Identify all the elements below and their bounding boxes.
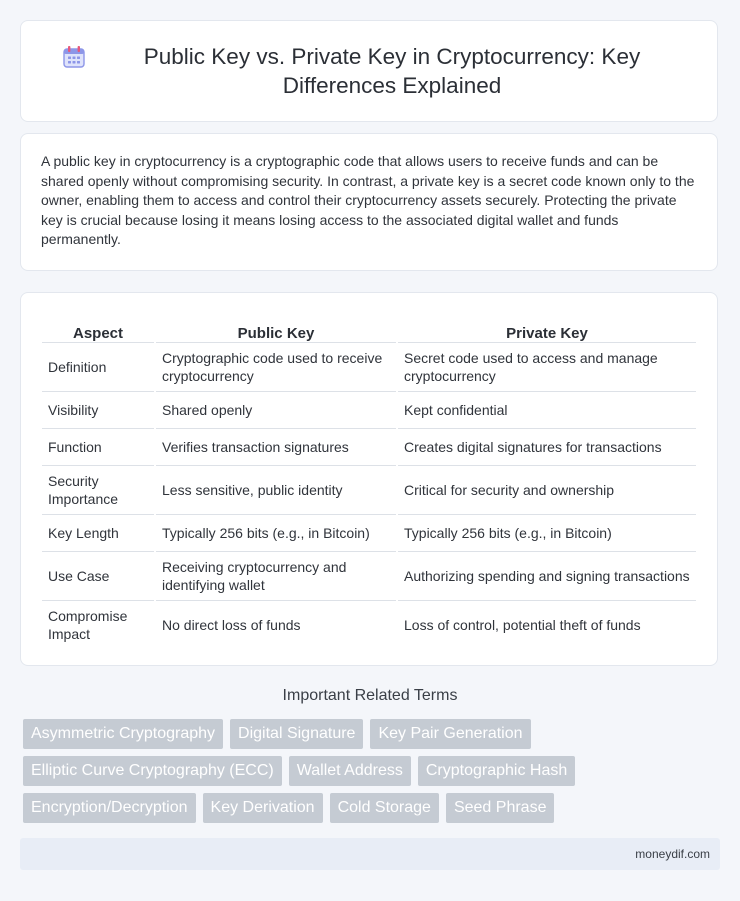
tag-key-pair-generation[interactable]: Key Pair Generation [370, 719, 530, 749]
comparison-table [40, 311, 698, 649]
table-row [42, 343, 696, 392]
table-cell-aspect: Use Case [42, 552, 154, 601]
tag-cryptographic-hash[interactable]: Cryptographic Hash [418, 756, 575, 786]
table-cell-public: Cryptographic code used to receive cryptocurrency [156, 343, 396, 392]
tag-digital-signature[interactable]: Digital Signature [230, 719, 363, 749]
intro-card [20, 133, 718, 271]
table-cell-public: Shared openly [156, 392, 396, 429]
tag-row [23, 756, 723, 786]
footer-site-link[interactable]: moneydif.com [635, 847, 710, 861]
table-cell-aspect: Key Length [42, 515, 154, 552]
tag-asymmetric-cryptography[interactable]: Asymmetric Cryptography [23, 719, 223, 749]
table-row [42, 601, 696, 649]
tag-encryption-decryption[interactable]: Encryption/Decryption [23, 793, 196, 823]
table-cell-private: Authorizing spending and signing transactions [398, 552, 696, 601]
table-cell-public: Verifies transaction signatures [156, 429, 396, 466]
table-row [42, 515, 696, 552]
related-terms-heading: Important Related Terms [282, 687, 458, 704]
table-cell-private: Loss of control, potential theft of funds [404, 617, 641, 633]
title-card [20, 20, 718, 122]
tag-row [23, 793, 723, 823]
tag-cold-storage[interactable]: Cold Storage [330, 793, 439, 823]
intro-paragraph: A public key in cryptocurrency is a cryptographic code that allows users to receive funds and can be shared openly without compromising security. In contrast, a private key is a secret code known only to the owner, enabling them to access and control their cryptocurrency assets securely. Protecting the private key is crucial because losing it means losing access to the associated digital wallet and funds permanently. [41, 153, 695, 247]
table-cell-private: Critical for security and ownership [398, 466, 696, 515]
page-title: Public Key vs. Private Key in Cryptocurrency: Key Differences Explained [143, 44, 641, 98]
table-cell-public: No direct loss of funds [162, 617, 301, 633]
table-row [42, 392, 696, 429]
tag-seed-phrase[interactable]: Seed Phrase [446, 793, 555, 823]
comparison-card [20, 292, 718, 666]
table-header-row [42, 311, 696, 343]
table-cell-private: Creates digital signatures for transactions [398, 429, 696, 466]
related-terms-tags [23, 719, 723, 830]
tag-wallet-address[interactable]: Wallet Address [289, 756, 411, 786]
table-cell-public: Less sensitive, public identity [156, 466, 396, 515]
column-header-aspect: Aspect [42, 311, 154, 343]
table-cell-private: Secret code used to access and manage cryptocurrency [398, 343, 696, 392]
table-cell-aspect: Compromise Impact [48, 608, 128, 642]
table-cell-public: Typically 256 bits (e.g., in Bitcoin) [156, 515, 396, 552]
table-cell-private: Kept confidential [398, 392, 696, 429]
table-cell-public: Receiving cryptocurrency and identifying wallet [156, 552, 396, 601]
table-cell-aspect: Function [42, 429, 154, 466]
table-cell-private: Typically 256 bits (e.g., in Bitcoin) [398, 515, 696, 552]
tag-key-derivation[interactable]: Key Derivation [203, 793, 323, 823]
table-cell-aspect: Security Importance [42, 466, 154, 515]
table-row [42, 429, 696, 466]
footer [20, 838, 720, 870]
column-header-public-key: Public Key [156, 311, 396, 343]
table-cell-aspect: Visibility [42, 392, 154, 429]
table-row [42, 552, 696, 601]
calendar-icon [61, 44, 87, 70]
tag-row [23, 719, 723, 749]
column-header-private-key: Private Key [398, 311, 696, 343]
tag-elliptic-curve-cryptography[interactable]: Elliptic Curve Cryptography (ECC) [23, 756, 282, 786]
title-wrap [21, 21, 717, 121]
table-cell-aspect: Definition [42, 343, 154, 392]
table-row [42, 466, 696, 515]
